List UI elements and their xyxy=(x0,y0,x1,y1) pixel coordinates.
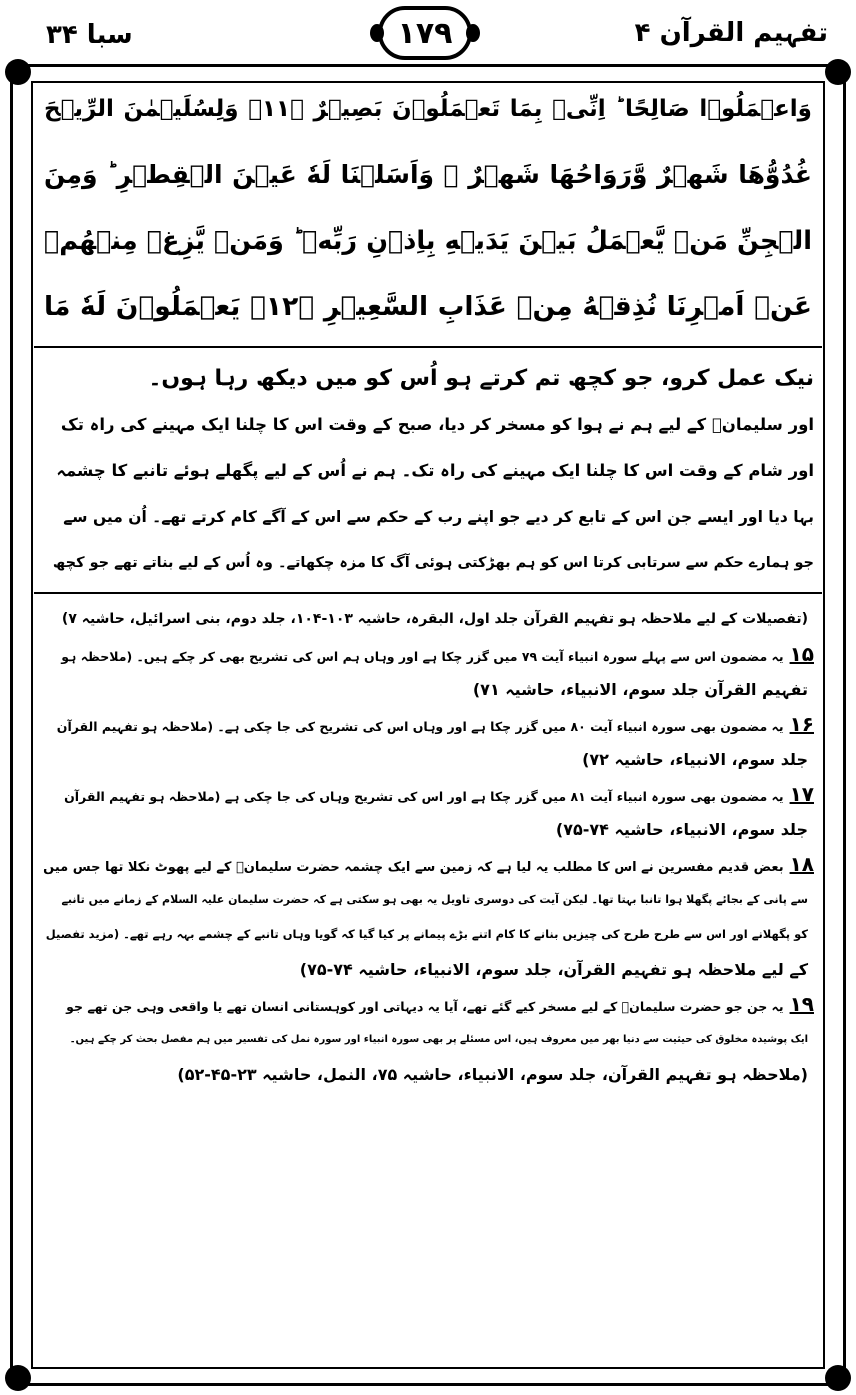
footnote-text: کے لیے ملاحظہ ہو تفہیم القرآن، جلد سوم، الانبیاء، حاشیہ ۷۴-۷۵) xyxy=(299,960,808,979)
para-label: سبا ۳۴ xyxy=(46,20,133,50)
footnote-text: یہ مضمون بھی سورہ انبیاء آیت ۸۱ میں گزر چکا ہے اور اس کی تشریح وہاں کی جا چکی ہے (ملاحظہ ہو تفہیم القرآن xyxy=(64,789,784,804)
footnote-line xyxy=(42,882,814,917)
translation-line: جو ہمارے حکم سے سرتابی کرتا اس کو ہم بھڑکتی ہوئی آگ کا مزہ چکھاتے۔ وہ اُس کے لیے بناتے تھے جو کچھ xyxy=(52,555,814,571)
footnote-line xyxy=(42,917,814,952)
footnote-line xyxy=(42,742,814,777)
footnote-number: ۱۶ xyxy=(789,712,814,736)
footnote-line xyxy=(42,1057,814,1092)
footnote-line xyxy=(42,777,814,812)
footnote-line xyxy=(42,812,814,847)
footnote-text: جلد سوم، الانبیاء، حاشیہ ۷۲) xyxy=(582,750,808,769)
divider xyxy=(34,592,822,594)
footnote-text: یہ مضمون اس سے پہلے سورہ انبیاء آیت ۷۹ میں گزر چکا ہے اور وہاں ہم اس کی تشریح بھی کر چکے ہیں۔ (ملاحظہ ہو xyxy=(61,649,784,664)
footnote-text: کو پگھلانے اور اس سے طرح طرح کی چیزیں بنانے کا کام اتنے بڑے پیمانے پر کیا گیا کہ گویا وہاں تانبے کے چشمے بہہ رہے تھے۔ (مزید تفصیل xyxy=(45,927,808,941)
footnote-text: یہ مضمون بھی سورہ انبیاء آیت ۸۰ میں گزر چکا ہے اور وہاں اس کی تشریح کی جا چکی ہے۔ (ملاحظہ ہو تفہیم القرآن xyxy=(56,719,784,734)
book-title: تفہیم القرآن ۴ xyxy=(634,18,828,48)
divider xyxy=(34,346,822,348)
translation-line: بہا دیا اور ایسے جن اس کے تابع کر دیے جو اپنے رب کے حکم سے اس کے آگے کام کرتے تھے۔ اُن میں سے xyxy=(63,508,814,526)
page-number: ۱۷۹ xyxy=(397,15,453,51)
translation-line: اور شام کے وقت اس کا چلنا ایک مہینے کی راہ تک۔ ہم نے اُس کے لیے پگھلے ہوئے تانبے کا چشمہ xyxy=(56,461,814,480)
footnote-number: ۱۹ xyxy=(789,992,814,1016)
footnote-line xyxy=(42,602,814,637)
quran-text-block xyxy=(34,76,822,340)
page-content xyxy=(34,76,822,1092)
footnote-line xyxy=(42,672,814,707)
footnotes-block xyxy=(34,602,822,1092)
footnote-text: یہ جن جو حضرت سلیمانؑ کے لیے مسخر کیے گئے تھے، آیا یہ دیہاتی اور کوہستانی انسان تھے یا واقعی وہی جن تھے جو xyxy=(66,999,784,1014)
quran-line: وَاعۡمَلُوۡا صَالِحًا ؕ اِنِّیۡ بِمَا تَعۡمَلُوۡنَ بَصِیۡرٌ ﴿۱۱﴾ وَلِسُلَیۡمٰنَ الرِّیۡحَ xyxy=(44,96,812,122)
footnote-text: جلد سوم، الانبیاء، حاشیہ ۷۴-۷۵) xyxy=(555,820,808,839)
quran-line: الۡجِنِّ مَنۡ یَّعۡمَلُ بَیۡنَ یَدَیۡهِ بِاِذۡنِ رَبِّهٖ ؕ وَمَنۡ یَّزِغۡ مِنۡهُمۡ xyxy=(44,226,812,256)
translation-block xyxy=(34,356,822,586)
footnote-line xyxy=(42,707,814,742)
footnote-text: بعض قدیم مفسرین نے اس کا مطلب یہ لیا ہے کہ زمین سے ایک چشمہ حضرت سلیمانؑ کے لیے پھوٹ نکلا تھا جس میں xyxy=(43,860,784,875)
footnote-number: ۱۷ xyxy=(789,782,814,806)
footnote-number: ۱۸ xyxy=(789,852,814,876)
translation-line: اور سلیمانؑ کے لیے ہم نے ہوا کو مسخر کر دیا، صبح کے وقت اس کا چلنا ایک مہینے کی راہ تک xyxy=(60,415,814,434)
page-number-badge xyxy=(378,6,472,60)
footnote-line xyxy=(42,637,814,672)
corner-ornament-icon xyxy=(825,1365,851,1391)
corner-ornament-icon xyxy=(5,1365,31,1391)
quran-line: عَنۡ اَمۡرِنَا نُذِقۡهُ مِنۡ عَذَابِ السَّعِیۡرِ ﴿۱۲﴾ یَعۡمَلُوۡنَ لَهٗ مَا xyxy=(44,291,812,322)
quran-line: غُدُوُّهَا شَهۡرٌ وَّرَوَاحُهَا شَهۡرٌ ۚ وَاَسَلۡنَا لَهٗ عَیۡنَ الۡقِطۡرِ ؕ وَمِنَ xyxy=(44,160,812,189)
translation-line: نیک عمل کرو، جو کچھ تم کرتے ہو اُس کو میں دیکھ رہا ہوں۔ xyxy=(148,366,814,391)
corner-ornament-icon xyxy=(5,59,31,85)
footnote-line xyxy=(42,987,814,1022)
footnote-text: ایک پوشیدہ مخلوق کی حیثیت سے دنیا بھر میں معروف ہیں، اس مسئلے پر بھی سورہ انبیاء اور سورہ نمل کی تفسیر میں ہم مفصل بحث کر چکے ہیں۔ xyxy=(69,1034,808,1045)
corner-ornament-icon xyxy=(825,59,851,85)
footnote-line xyxy=(42,1022,814,1057)
page-header xyxy=(0,0,856,64)
footnote-line xyxy=(42,952,814,987)
footnote-text: (ملاحظہ ہو تفہیم القرآن، جلد سوم، الانبیاء، حاشیہ ۷۵، النمل، حاشیہ ۲۳-۴۵-۵۲) xyxy=(177,1065,808,1084)
footnote-number: ۱۵ xyxy=(789,642,814,666)
footnote-text: سے پانی کے بجائے پگھلا ہوا تانبا بہتا تھا۔ لیکن آیت کی دوسری تاویل یہ بھی ہو سکتی ہے کہ حضرت سلیمان علیہ السلام کے زمانے میں تانبے xyxy=(61,893,808,906)
footnote-line xyxy=(42,847,814,882)
footnote-text: تفہیم القرآن جلد سوم، الانبیاء، حاشیہ ۷۱) xyxy=(472,680,808,699)
footnote-text: (تفصیلات کے لیے ملاحظہ ہو تفہیم القرآن جلد اول، البقرہ، حاشیہ ۱۰۳-۱۰۴، جلد دوم، بنی اسرائیل، حاشیہ ۷) xyxy=(61,611,808,627)
